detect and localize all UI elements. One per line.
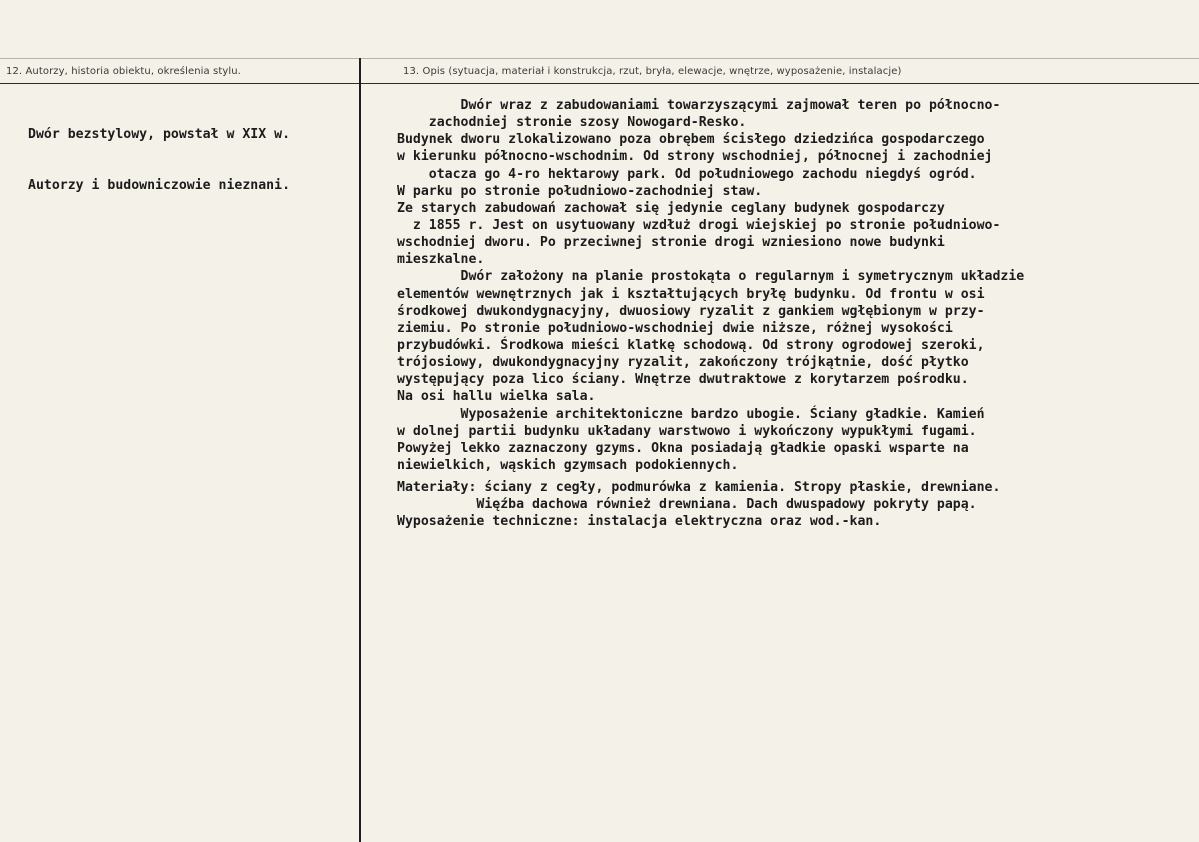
text-line: zachodniej stronie szosy Nowogard-Resko. bbox=[397, 115, 747, 131]
column-divider bbox=[359, 58, 361, 842]
text-line: Budynek dworu zlokalizowano poza obrębem ścisłego dziedzińca gospodarczego bbox=[397, 132, 985, 148]
text-line: Dwór założony na planie prostokąta o regularnym i symetrycznym układzie bbox=[397, 269, 1025, 285]
text-line: Ze starych zabudowań zachował się jedynie ceglany budynek gospodarczy bbox=[397, 200, 945, 216]
text-line: w dolnej partii budynku układany warstwowo i wykończony wypukłymi fugami. bbox=[397, 423, 977, 439]
text-line: Dwór wraz z zabudowaniami towarzyszącymi zajmował teren po północno- bbox=[397, 98, 1001, 113]
text-line: W parku po stronie południowo-zachodniej staw. bbox=[397, 183, 763, 199]
text-line: przybudówki. Środkowa mieści klatkę schodową. Od strony ogrodowej szeroki, bbox=[397, 337, 985, 353]
text-line: trójosiowy, dwukondygnacyjny ryzalit, zakończony trójkątnie, dość płytko bbox=[397, 355, 969, 371]
section-13-header: 13. Opis (sytuacja, materiał i konstrukcja, rzut, bryła, elewacje, wnętrze, wyposażenie, instalacje) bbox=[403, 66, 902, 77]
text-line: wschodniej dworu. Po przeciwnej stronie drogi wzniesiono nowe budynki bbox=[397, 235, 945, 251]
text-line: w kierunku północno-wschodnim. Od strony wschodniej, północnej i zachodniej bbox=[397, 149, 993, 165]
text-line: występujący poza lico ściany. Wnętrze dwutraktowe z korytarzem pośrodku. bbox=[397, 372, 969, 388]
text-line: niewielkich, wąskich gzymsach podokiennych. bbox=[397, 457, 739, 473]
section-12-header: 12. Autorzy, historia obiektu, określenia stylu. bbox=[6, 66, 241, 77]
text-line: Materiały: ściany z cegły, podmurówka z kamienia. Stropy płaskie, drewniane. bbox=[397, 480, 1001, 496]
text-line: Wyposażenie techniczne: instalacja elektryczna oraz wod.-kan. bbox=[397, 514, 882, 530]
text-line: ziemiu. Po stronie południowo-wschodniej dwie niższe, różnej wysokości bbox=[397, 320, 953, 336]
text-line: Dwór bezstylowy, powstał w XIX w. bbox=[28, 127, 291, 142]
text-line: mieszkalne. bbox=[397, 252, 485, 268]
text-line: Więźba dachowa również drewniana. Dach dwuspadowy pokryty papą. bbox=[397, 497, 977, 513]
text-line: otacza go 4-ro hektarowy park. Od południowego zachodu niegdyś ogród. bbox=[397, 166, 977, 182]
text-line: Na osi hallu wielka sala. bbox=[397, 389, 596, 405]
description-text bbox=[397, 97, 1187, 531]
top-rule bbox=[0, 58, 1199, 59]
header-rule bbox=[0, 83, 1199, 84]
text-line: Powyżej lekko zaznaczony gzyms. Okna posiadają gładkie opaski wsparte na bbox=[397, 440, 969, 456]
text-line: z 1855 r. Jest on usytuowany wzdłuż drogi wiejskiej po stronie południowo- bbox=[397, 217, 1001, 233]
text-line: Wyposażenie architektoniczne bardzo ubogie. Ściany gładkie. Kamień bbox=[397, 406, 985, 422]
text-line: Autorzy i budowniczowie nieznani. bbox=[28, 178, 291, 194]
authors-history-text bbox=[28, 92, 356, 228]
text-line: elementów wewnętrznych jak i kształtujących bryłę budynku. Od frontu w osi bbox=[397, 286, 985, 302]
text-line: środkowej dwukondygnacyjny, dwuosiowy ryzalit z gankiem wgłębionym w przy- bbox=[397, 303, 985, 319]
